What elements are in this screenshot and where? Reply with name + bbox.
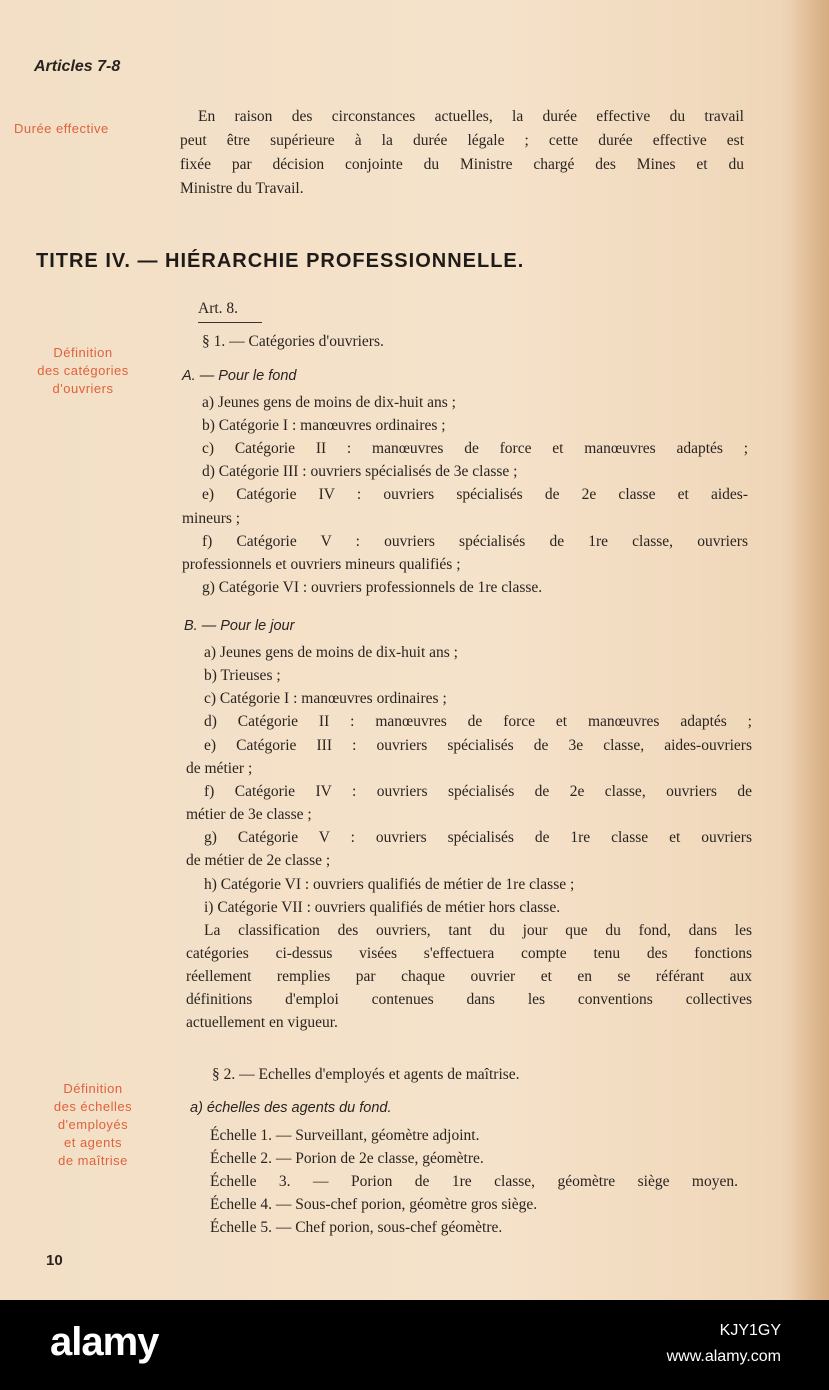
list-item: e) Catégorie III : ouvriers spécialisés de 3e classe, aides-ouvriers [204, 737, 752, 754]
list-item: Échelle 1. — Surveillant, géomètre adjoint. [210, 1127, 480, 1144]
image-id: KJY1GY [719, 1322, 781, 1339]
intro-line: peut être supérieure à la durée légale ; cette durée effective est [180, 132, 744, 149]
section-title: TITRE IV. — HIÉRARCHIE PROFESSIONNELLE. [36, 250, 525, 272]
margin-note-line: des catégories [37, 363, 129, 378]
intro-line: Ministre du Travail. [180, 180, 304, 197]
list-item: métier de 3e classe ; [186, 806, 312, 823]
list-item: a) Jeunes gens de moins de dix-huit ans ; [202, 394, 456, 411]
article-number: Art. 8. [198, 300, 262, 323]
list-item: b) Catégorie I : manœuvres ordinaires ; [202, 417, 446, 434]
section-1-heading: § 1. — Catégories d'ouvriers. [202, 333, 384, 350]
margin-note-line: de maîtrise [58, 1153, 128, 1168]
margin-note-line: et agents [64, 1135, 122, 1150]
margin-note-line: d'ouvriers [52, 381, 114, 396]
margin-note-line: Définition [53, 345, 113, 360]
list-item: b) Trieuses ; [204, 667, 281, 684]
paragraph-line: réellement remplies par chaque ouvrier et en se référant aux [186, 968, 752, 985]
list-item: c) Catégorie II : manœuvres de force et manœuvres adaptés ; [202, 440, 748, 457]
intro-line: En raison des circonstances actuelles, la durée effective du travail [198, 108, 744, 125]
list-item: Échelle 5. — Chef porion, sous-chef géomètre. [210, 1219, 503, 1236]
list-item: de métier de 2e classe ; [186, 852, 331, 869]
fond-heading: A. — Pour le fond [182, 368, 297, 384]
list-item: i) Catégorie VII : ouvriers qualifiés de métier hors classe. [204, 899, 561, 916]
alamy-logo: alamy [50, 1320, 159, 1364]
margin-note-line: Définition [63, 1081, 123, 1096]
list-item: Échelle 3. — Porion de 1re classe, géomètre siège moyen. [210, 1173, 738, 1190]
running-header: Articles 7-8 [34, 58, 121, 75]
list-item: g) Catégorie VI : ouvriers professionnels de 1re classe. [202, 579, 543, 596]
paragraph-line: La classification des ouvriers, tant du jour que du fond, dans les [204, 922, 752, 939]
list-item: Échelle 2. — Porion de 2e classe, géomètre. [210, 1150, 484, 1167]
jour-heading: B. — Pour le jour [184, 618, 295, 634]
list-item: c) Catégorie I : manœuvres ordinaires ; [204, 690, 447, 707]
margin-note-line: d'employés [57, 1117, 129, 1132]
margin-note-duree: Durée effective [14, 121, 109, 136]
page-number: 10 [46, 1252, 63, 1269]
list-item: h) Catégorie VI : ouvriers qualifiés de métier de 1re classe ; [204, 876, 575, 893]
list-item: d) Catégorie II : manœuvres de force et manœuvres adaptés ; [204, 713, 752, 730]
paragraph-line: catégories ci-dessus visées s'effectuera compte tenu des fonctions [186, 945, 752, 962]
list-item: mineurs ; [182, 510, 241, 527]
paragraph-line: actuellement en vigueur. [186, 1014, 338, 1031]
section-2-heading: § 2. — Echelles d'employés et agents de maîtrise. [212, 1066, 520, 1083]
list-item: a) Jeunes gens de moins de dix-huit ans ; [204, 644, 458, 661]
list-item: de métier ; [186, 760, 253, 777]
echelles-heading: a) échelles des agents du fond. [190, 1100, 392, 1116]
list-item: g) Catégorie V : ouvriers spécialisés de 1re classe et ouvriers [204, 829, 752, 846]
list-item: f) Catégorie V : ouvriers spécialisés de 1re classe, ouvriers [202, 533, 748, 550]
margin-note-ouvriers [18, 344, 148, 398]
list-item: d) Catégorie III : ouvriers spécialisés de 3e classe ; [202, 463, 518, 480]
watermark-bar [0, 1300, 829, 1390]
paragraph-line: définitions d'emploi contenues dans les conventions collectives [186, 991, 752, 1008]
margin-note-echelles [28, 1080, 158, 1170]
intro-line: fixée par décision conjointe du Ministre chargé des Mines et du [180, 156, 744, 173]
watermark-url: www.alamy.com [666, 1348, 781, 1365]
list-item: Échelle 4. — Sous-chef porion, géomètre gros siège. [210, 1196, 538, 1213]
list-item: e) Catégorie IV : ouvriers spécialisés de 2e classe et aides- [202, 486, 748, 503]
list-item: professionnels et ouvriers mineurs qualifiés ; [182, 556, 461, 573]
list-item: f) Catégorie IV : ouvriers spécialisés de 2e classe, ouvriers de [204, 783, 752, 800]
margin-note-line: des échelles [53, 1099, 133, 1114]
